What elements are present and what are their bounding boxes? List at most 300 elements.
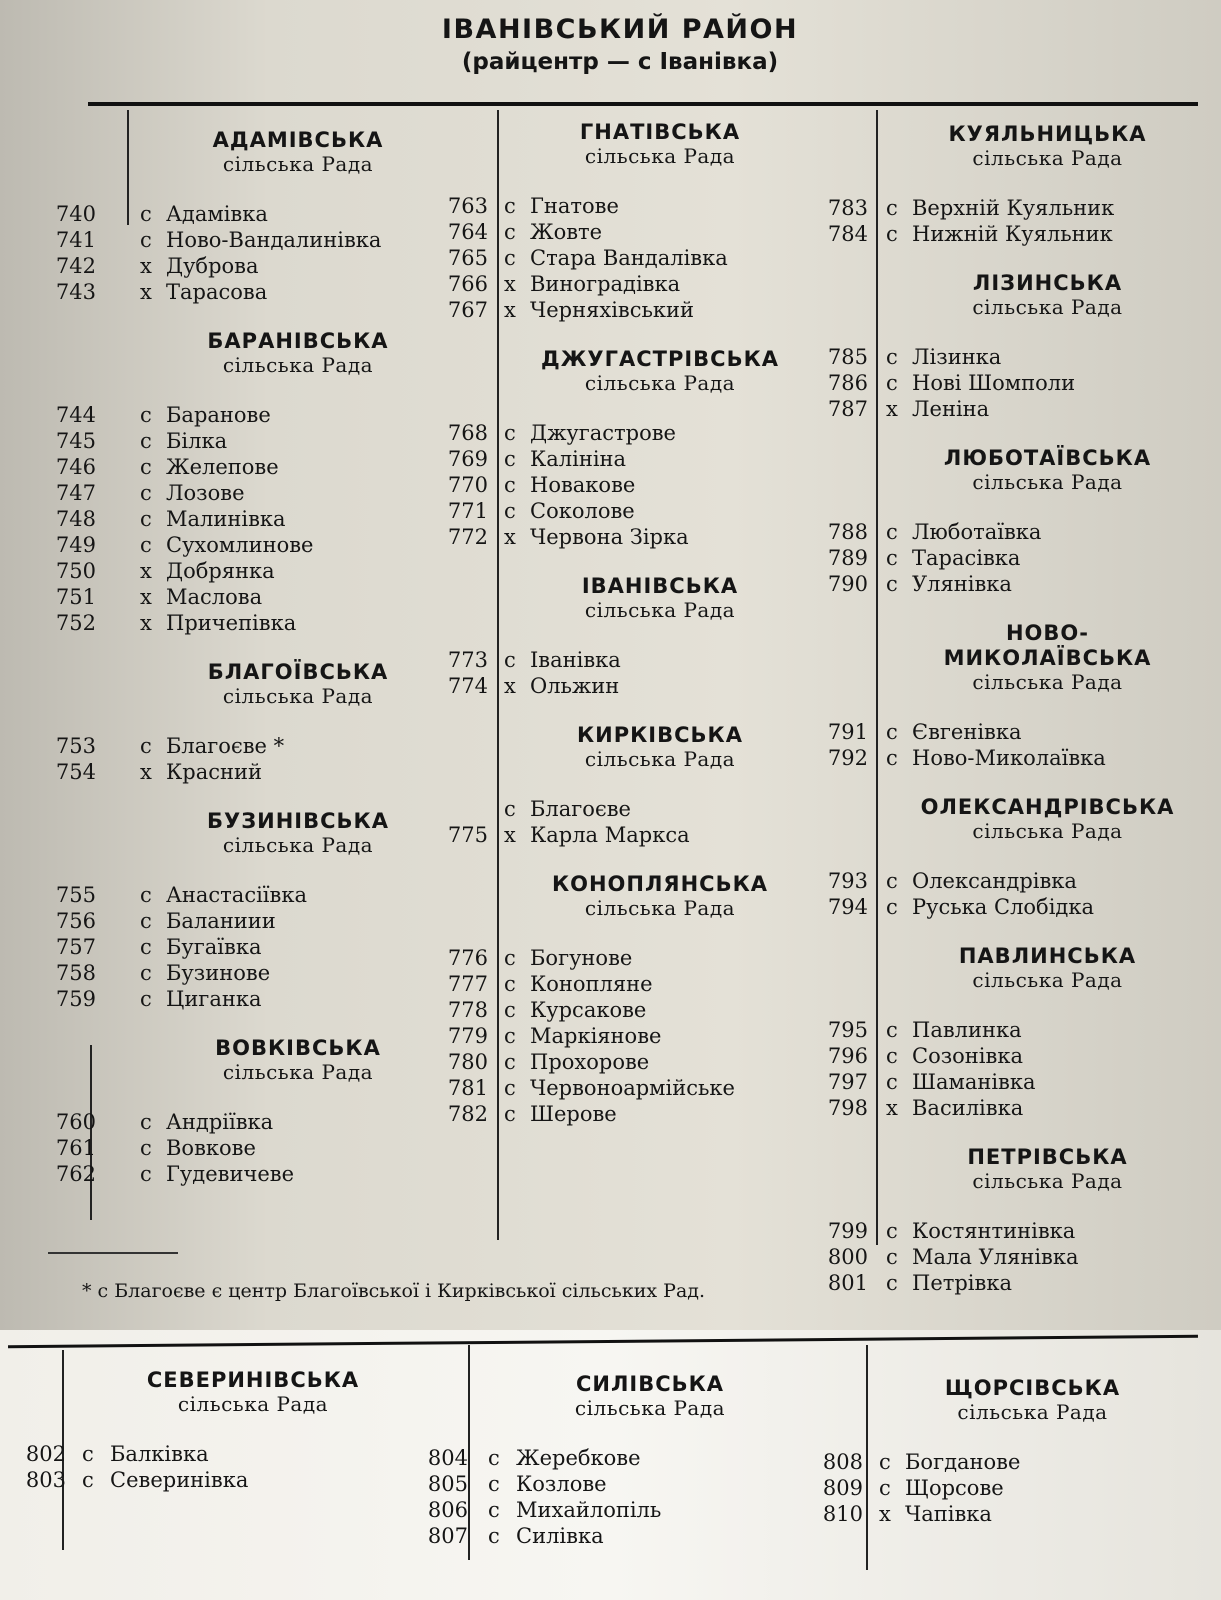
column-middle (440, 120, 840, 1127)
settlement-name: Созонівка (912, 1044, 1023, 1068)
council-type-label: сільська Рада (222, 833, 374, 857)
settlement-type: с (140, 987, 152, 1011)
entry-number: 743 (55, 280, 96, 304)
list-item (820, 1069, 1215, 1095)
council-block (820, 122, 1215, 247)
council-name: ГНАТІВСЬКА (579, 120, 741, 144)
page-subtitle: (райцентр — с Іванівка) (461, 49, 779, 75)
settlement-name: Богунове (530, 946, 633, 970)
entry-number: 765 (447, 246, 488, 270)
settlement-name: Лозове (166, 481, 245, 505)
council-name: СЕВЕРИНІВСЬКА (146, 1368, 360, 1392)
settlement-name: Нові Шомполи (912, 371, 1076, 395)
entry-number: 773 (447, 648, 488, 672)
settlement-name: Мала Улянівка (912, 1245, 1079, 1269)
settlement-name: Бугаївка (166, 935, 262, 959)
entry-number: 789 (827, 546, 868, 570)
settlement-name: Верхній Куяльник (912, 196, 1115, 220)
settlement-name: Черняхівський (530, 298, 695, 322)
settlement-name: Андріївка (166, 1110, 274, 1134)
settlement-name: Виноградівка (530, 272, 681, 296)
list-item (48, 1135, 478, 1161)
list-item (420, 1523, 840, 1549)
settlement-type: с (140, 481, 152, 505)
council-type-label: сільська Рада (584, 598, 736, 622)
list-item (820, 571, 1215, 597)
entry-number: 810 (822, 1502, 863, 1526)
settlement-type: с (140, 935, 152, 959)
list-item (440, 524, 840, 550)
settlement-type: с (886, 572, 898, 596)
entry-number: 768 (447, 421, 488, 445)
settlement-name: Бузинове (166, 961, 271, 985)
council-header (820, 795, 1215, 842)
entry-number: 769 (447, 447, 488, 471)
settlement-type: с (504, 473, 516, 497)
settlement-type: с (504, 1024, 516, 1048)
council-header (48, 809, 478, 856)
entry-number: 762 (55, 1162, 96, 1186)
list-item (48, 986, 478, 1012)
council-block (48, 329, 478, 636)
council-type-label: сільська Рада (222, 353, 374, 377)
list-item (48, 428, 478, 454)
list-item (820, 344, 1215, 370)
council-header (48, 329, 478, 376)
list-item (440, 498, 840, 524)
entry-number: 753 (55, 734, 96, 758)
entry-number: 790 (827, 572, 868, 596)
settlement-type: с (140, 202, 152, 226)
council-name: ІВАНІВСЬКА (581, 574, 739, 598)
council-type-label: сільська Рада (972, 1169, 1123, 1193)
settlement-name: Богданове (905, 1450, 1021, 1474)
entry-number: 785 (827, 345, 868, 369)
settlement-name: Благоєве (530, 797, 631, 821)
entry-number: 746 (55, 455, 96, 479)
list-item (440, 193, 840, 219)
settlement-name: Червона Зірка (530, 525, 689, 549)
council-block (440, 574, 840, 699)
entry-number: 766 (447, 272, 488, 296)
settlement-type: с (886, 1070, 898, 1094)
list-item (48, 610, 478, 636)
council-block (440, 120, 840, 323)
settlement-name: Шерове (530, 1102, 617, 1126)
settlement-type: с (140, 734, 152, 758)
entry-number: 804 (427, 1446, 468, 1470)
settlement-type: с (886, 520, 898, 544)
entry-number: 793 (827, 869, 868, 893)
settlement-type: х (886, 397, 898, 421)
list-item (440, 796, 840, 822)
council-name: КУЯЛЬНИЦЬКА (948, 122, 1147, 146)
settlement-type: х (879, 1502, 891, 1526)
settlement-type: х (504, 823, 516, 847)
entry-number: 788 (827, 520, 868, 544)
list-item (48, 759, 478, 785)
council-type-label: сільська Рада (222, 1060, 374, 1084)
settlement-type: с (886, 1245, 898, 1269)
council-block (820, 1145, 1215, 1296)
entry-number: 748 (55, 507, 96, 531)
council-block (820, 944, 1215, 1121)
settlement-type: с (504, 998, 516, 1022)
council-name: ЛІЗИНСЬКА (972, 271, 1123, 295)
council-name: ДЖУГАСТРІВСЬКА (540, 347, 780, 371)
settlement-type: х (886, 1096, 898, 1120)
settlement-name: Козлове (516, 1472, 607, 1496)
settlement-type: с (504, 1076, 516, 1100)
settlement-name: Джугастрове (530, 421, 676, 445)
council-type-label: сільська Рада (957, 1400, 1108, 1424)
entry-number: 779 (447, 1024, 488, 1048)
settlement-type: с (140, 883, 152, 907)
settlement-type: х (504, 272, 516, 296)
settlement-type: с (140, 961, 152, 985)
settlement-name: Маслова (166, 585, 263, 609)
list-item (820, 396, 1215, 422)
list-item (48, 584, 478, 610)
entry-number: 745 (55, 429, 96, 453)
settlement-name: Курсакове (530, 998, 647, 1022)
list-item (48, 733, 478, 759)
settlement-name: Лізинка (912, 345, 1002, 369)
settlement-type: с (488, 1524, 500, 1548)
council-name: ЛЮБОТАЇВСЬКА (943, 446, 1152, 470)
entry-number: 809 (822, 1476, 863, 1500)
council-header (48, 128, 478, 175)
council-type-label: сільська Рада (972, 819, 1123, 843)
settlement-type: х (140, 280, 152, 304)
settlement-name: Адамівка (166, 202, 268, 226)
settlement-type: с (504, 447, 516, 471)
column-right (820, 122, 1215, 1296)
list-item (440, 245, 840, 271)
settlement-name: Дуброва (166, 254, 259, 278)
list-item (420, 1445, 840, 1471)
list-item (440, 822, 840, 848)
list-item (440, 647, 840, 673)
settlement-name: Шаманівка (912, 1070, 1036, 1094)
settlement-type: с (504, 1102, 516, 1126)
settlement-name: Анастасіївка (166, 883, 307, 907)
list-item (440, 420, 840, 446)
entry-number: 763 (447, 194, 488, 218)
council-type-label: сільська Рада (584, 747, 736, 771)
settlement-name: Прохорове (530, 1050, 650, 1074)
council-name: ВОВКІВСЬКА (215, 1036, 381, 1060)
council-header (815, 1376, 1210, 1423)
council-type-label: сільська Рада (222, 152, 374, 176)
council-name: АДАМІВСЬКА (212, 128, 384, 152)
council-header (820, 271, 1215, 318)
list-item (440, 219, 840, 245)
council-header (440, 574, 840, 621)
entry-number: 777 (447, 972, 488, 996)
settlement-name: Василівка (912, 1096, 1024, 1120)
settlement-type: с (504, 246, 516, 270)
settlement-type: с (140, 507, 152, 531)
council-block (48, 809, 478, 1012)
footnote-rule (48, 1252, 178, 1254)
council-name: ЩОРСІВСЬКА (944, 1376, 1121, 1400)
settlement-type: с (886, 1219, 898, 1243)
list-item (815, 1501, 1210, 1527)
list-item (820, 519, 1215, 545)
settlement-type: х (504, 525, 516, 549)
settlement-name: Циганка (166, 987, 262, 1011)
settlement-type: х (504, 298, 516, 322)
settlement-name: Баланиии (166, 909, 276, 933)
council-header (820, 944, 1215, 991)
settlement-name: Калініна (530, 447, 627, 471)
entry-number: 791 (827, 720, 868, 744)
entry-number: 778 (447, 998, 488, 1022)
settlement-name: Добрянка (166, 559, 275, 583)
entry-number: 775 (447, 823, 488, 847)
settlement-name: Желепове (166, 455, 279, 479)
list-item (48, 908, 478, 934)
settlement-type: с (140, 403, 152, 427)
entry-number: 808 (822, 1450, 863, 1474)
settlement-name: Стара Вандалівка (530, 246, 728, 270)
settlement-name: Жеребкове (516, 1446, 641, 1470)
settlement-type: с (140, 429, 152, 453)
council-name: БУЗИНІВСЬКА (207, 809, 389, 833)
council-name: ПАВЛИНСЬКА (958, 944, 1137, 968)
list-item (440, 297, 840, 323)
settlement-type: с (504, 421, 516, 445)
council-type-label: сільська Рада (222, 684, 374, 708)
list-item (820, 1270, 1215, 1296)
entry-number: 784 (827, 222, 868, 246)
settlement-type: с (886, 1044, 898, 1068)
settlement-type: с (488, 1446, 500, 1470)
entry-number: 758 (55, 961, 96, 985)
list-item (820, 1244, 1215, 1270)
council-header (48, 660, 478, 707)
settlement-type: х (140, 585, 152, 609)
entry-number: 761 (55, 1136, 96, 1160)
council-type-label: сільська Рада (972, 295, 1123, 319)
settlement-type: с (488, 1498, 500, 1522)
entry-number: 787 (827, 397, 868, 421)
settlement-name: Благоєве * (166, 734, 285, 758)
settlement-type: с (886, 546, 898, 570)
list-item (440, 673, 840, 699)
entry-number: 754 (55, 760, 96, 784)
council-block (820, 446, 1215, 597)
settlement-type: х (140, 559, 152, 583)
settlement-name: Коноплянe (530, 972, 653, 996)
list-item (820, 894, 1215, 920)
list-item (820, 370, 1215, 396)
list-item (440, 1101, 840, 1127)
list-item (820, 1017, 1215, 1043)
list-item (440, 271, 840, 297)
settlement-type: с (140, 909, 152, 933)
council-block (48, 128, 478, 305)
entry-number: 759 (55, 987, 96, 1011)
list-item (48, 402, 478, 428)
entry-number: 751 (55, 585, 96, 609)
entry-number: 772 (447, 525, 488, 549)
settlement-name: Маркіянове (530, 1024, 662, 1048)
entry-number: 757 (55, 935, 96, 959)
lower-column-left (18, 1368, 428, 1493)
settlement-type: с (886, 869, 898, 893)
council-name: БЛАГОЇВСЬКА (207, 660, 389, 684)
settlement-type: с (886, 1018, 898, 1042)
settlement-name: Чапівка (905, 1502, 992, 1526)
list-item (820, 1095, 1215, 1121)
council-type-label: сільська Рада (584, 896, 736, 920)
settlement-name: Білка (166, 429, 228, 453)
settlement-type: с (504, 946, 516, 970)
council-header (440, 347, 840, 394)
entry-number: 752 (55, 611, 96, 635)
council-name: КОНОПЛЯНСЬКА (551, 872, 769, 896)
footnote: * с Благоєве є центр Благоївської і Кирківської сільських Рад. (82, 1280, 706, 1302)
settlement-type: с (504, 648, 516, 672)
settlement-type: с (886, 345, 898, 369)
entry-number: 747 (55, 481, 96, 505)
settlement-name: Червоноармійське (530, 1076, 735, 1100)
list-item (48, 227, 478, 253)
list-item (48, 934, 478, 960)
settlement-name: Балківка (110, 1442, 209, 1466)
council-type-label: сільська Рада (972, 470, 1123, 494)
lower-column-middle (420, 1372, 840, 1549)
list-item (440, 472, 840, 498)
settlement-name: Михайлопіль (516, 1498, 662, 1522)
settlement-name: Люботаївка (912, 520, 1042, 544)
council-block (48, 660, 478, 785)
council-name: КИРКІВСЬКА (577, 723, 743, 747)
list-item (815, 1449, 1210, 1475)
settlement-name: Євгенівка (912, 720, 1022, 744)
council-header (820, 446, 1215, 493)
entry-number: 750 (55, 559, 96, 583)
settlement-type: с (886, 371, 898, 395)
council-type-label: сільська Рада (177, 1392, 329, 1416)
list-item (48, 201, 478, 227)
settlement-name: Вовкове (166, 1136, 256, 1160)
settlement-type: с (488, 1472, 500, 1496)
list-item (440, 1049, 840, 1075)
list-item (820, 195, 1215, 221)
council-block (48, 1036, 478, 1187)
settlement-type: с (886, 196, 898, 220)
settlement-name: Малинівка (166, 507, 286, 531)
entry-number: 767 (447, 298, 488, 322)
settlement-type: с (504, 972, 516, 996)
settlement-type: с (879, 1476, 891, 1500)
entry-number: 799 (827, 1219, 868, 1243)
entry-number: 801 (827, 1271, 868, 1295)
entry-number: 764 (447, 220, 488, 244)
settlement-name: Баранове (166, 403, 271, 427)
council-block (820, 795, 1215, 920)
list-item (440, 997, 840, 1023)
entry-number: 797 (827, 1070, 868, 1094)
settlement-type: с (140, 1136, 152, 1160)
list-item (48, 882, 478, 908)
council-header (420, 1372, 840, 1419)
list-item (820, 545, 1215, 571)
list-item (820, 1043, 1215, 1069)
settlement-name: Новакове (530, 473, 636, 497)
settlement-name: Северинівка (110, 1468, 249, 1492)
settlement-name: Олександрівка (912, 869, 1077, 893)
list-item (48, 480, 478, 506)
list-item (820, 1218, 1215, 1244)
council-type-label: сільська Рада (972, 968, 1123, 992)
settlement-name: Причепівка (166, 611, 297, 635)
settlement-name: Гудевичеве (166, 1162, 294, 1186)
list-item (18, 1467, 428, 1493)
list-item (440, 446, 840, 472)
council-block (420, 1372, 840, 1549)
entry-number: 756 (55, 909, 96, 933)
entry-number: 806 (427, 1498, 468, 1522)
settlement-type: х (504, 674, 516, 698)
entry-number: 798 (827, 1096, 868, 1120)
council-block (440, 872, 840, 1127)
settlement-name: Петрівка (912, 1271, 1012, 1295)
column-left (48, 128, 478, 1187)
list-item (420, 1497, 840, 1523)
settlement-name: Силівка (516, 1524, 604, 1548)
council-header (18, 1368, 428, 1415)
settlement-name: Красний (166, 760, 262, 784)
entry-number: 800 (827, 1245, 868, 1269)
settlement-type: с (140, 455, 152, 479)
list-item (48, 253, 478, 279)
council-type-label: сільська Рада (972, 670, 1123, 694)
list-item (48, 279, 478, 305)
settlement-name: Жовте (530, 220, 603, 244)
council-header (440, 120, 840, 167)
settlement-type: х (140, 254, 152, 278)
list-item (440, 1023, 840, 1049)
council-type-label: сільська Рада (584, 371, 736, 395)
council-block (18, 1368, 428, 1493)
settlement-type: с (879, 1450, 891, 1474)
top-rule (88, 102, 1198, 106)
settlement-type: с (886, 746, 898, 770)
entry-number: 742 (55, 254, 96, 278)
entry-number: 782 (447, 1102, 488, 1126)
council-block (820, 621, 1215, 771)
entry-number: 755 (55, 883, 96, 907)
settlement-type: с (504, 1050, 516, 1074)
settlement-type: с (504, 194, 516, 218)
entry-number: 781 (447, 1076, 488, 1100)
settlement-name: Іванівка (530, 648, 621, 672)
entry-number: 807 (427, 1524, 468, 1548)
settlement-name: Гнатове (530, 194, 619, 218)
list-item (48, 960, 478, 986)
entry-number: 749 (55, 533, 96, 557)
entry-number: 796 (827, 1044, 868, 1068)
settlement-name: Тарасівка (912, 546, 1021, 570)
settlement-type: с (504, 499, 516, 523)
list-item (820, 221, 1215, 247)
settlement-name: Ново-Миколаївка (912, 746, 1106, 770)
council-type-label: сільська Рада (584, 144, 736, 168)
